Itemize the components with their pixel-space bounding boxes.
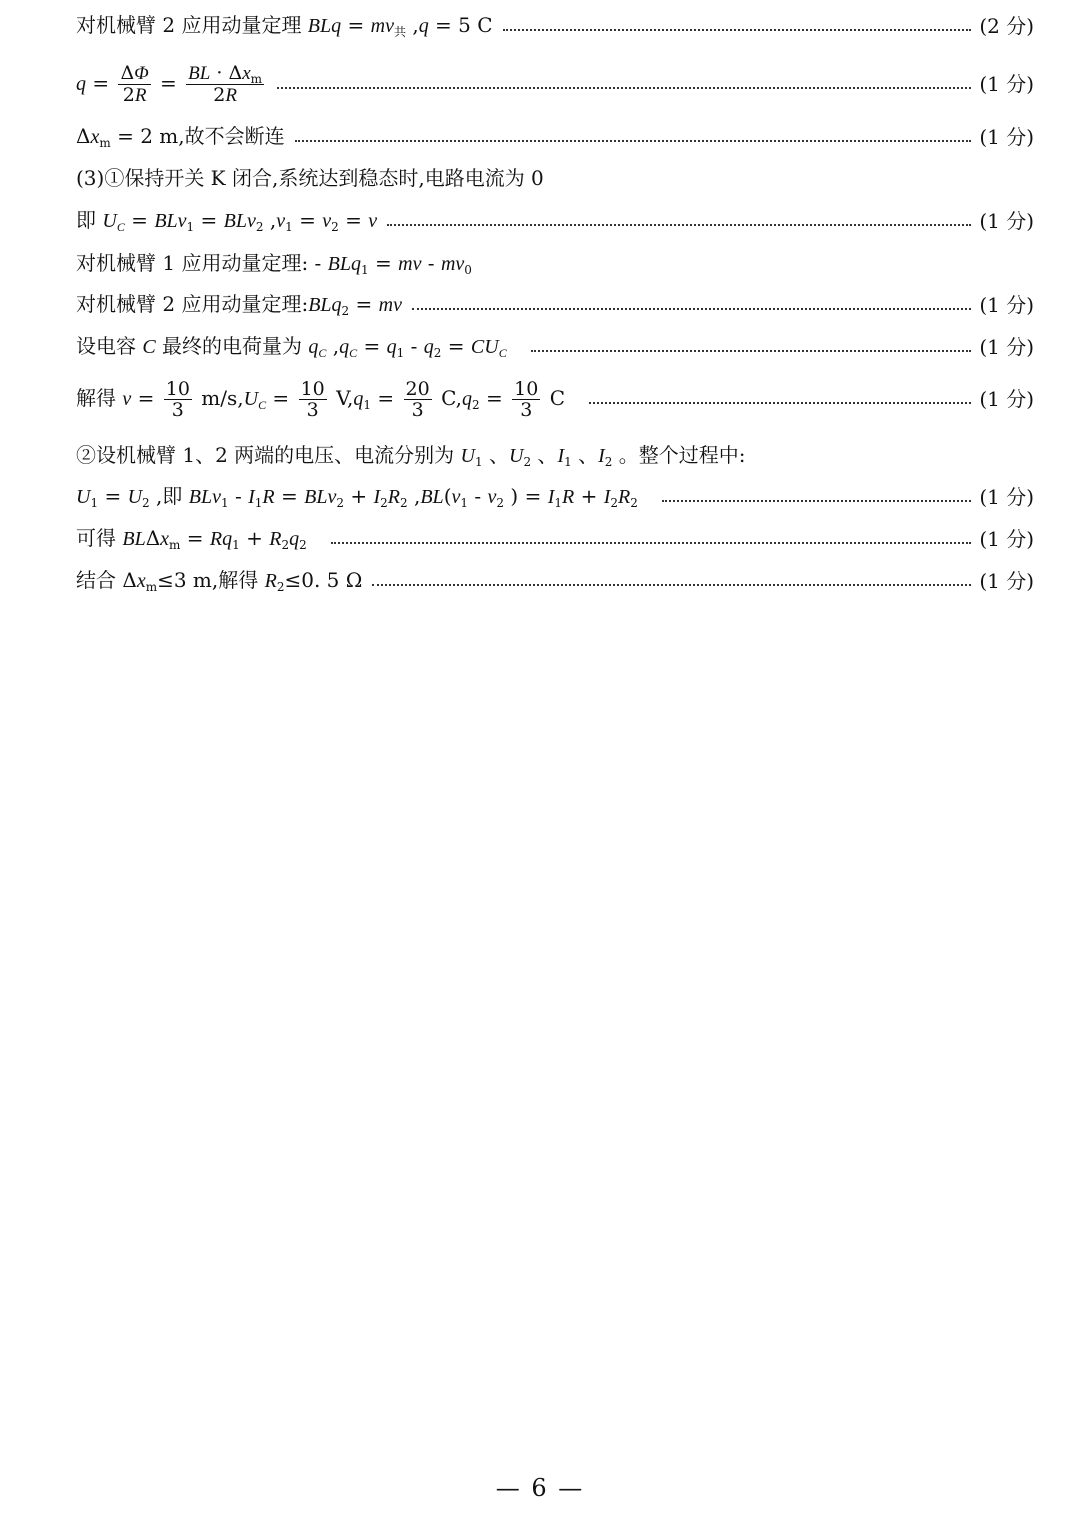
solution-text: 可得 $BL\Delta x_m = Rq_1 + R_2q_2$ xyxy=(76,526,307,552)
score-label: (1 分) xyxy=(979,72,1034,96)
score-label: (1 分) xyxy=(979,124,1034,149)
solution-line xyxy=(76,251,1034,276)
solution-line xyxy=(76,124,1034,149)
score-label: (1 分) xyxy=(979,568,1034,593)
solution-line xyxy=(76,377,1034,421)
score-label: (1 分) xyxy=(979,208,1034,233)
solution-line xyxy=(76,166,1034,190)
solution-line xyxy=(76,526,1034,551)
dot-leader xyxy=(331,542,972,544)
score-label: (1 分) xyxy=(979,292,1034,317)
score-label: (1 分) xyxy=(979,387,1034,411)
solution-text: 设电容 C 最终的电荷量为 $q_C$ $,q_C = q_1 - q_2 = CU_C$ xyxy=(76,334,507,360)
solution-text: ②设机械臂 1、2 两端的电压、电流分别为 $U_1$ 、$U_2$ 、$I_1$ 、$I_2$ 。整个过程中: xyxy=(76,443,746,469)
solution-text: 结合 $\Delta x_m\le 3$ m,解得 $R_2\le 0$. 5 Ω xyxy=(76,568,363,594)
solution-line xyxy=(76,568,1034,593)
solution-text: 即 $U_C = BLv_1 = BLv_2$ $,v_1 = v_2 = v$ xyxy=(76,208,378,234)
solution-line xyxy=(76,443,1034,468)
solution-text: 对机械臂 2 应用动量定理 BLq = $mv_共$ ,q = 5 C xyxy=(76,13,493,39)
dot-leader xyxy=(412,308,971,310)
dot-leader xyxy=(277,87,971,89)
solution-line xyxy=(76,62,1034,106)
solution-line xyxy=(76,484,1034,509)
solution-text: 对机械臂 1 应用动量定理: - BLq$_1$ = mv - $mv_0$ xyxy=(76,251,472,277)
solution-line xyxy=(76,292,1034,317)
dot-leader xyxy=(503,29,972,31)
solution-text: q = $\frac{\Delta\Phi}{2R}$ = $\frac{BL \cdot \Delta x_m}{2R}$ xyxy=(76,61,263,106)
solution-text: 对机械臂 2 应用动量定理:BLq$_2$ = mv xyxy=(76,292,402,318)
score-label: (2 分) xyxy=(979,13,1034,38)
solution-text: (3)①保持开关 K 闭合,系统达到稳态时,电路电流为 0 xyxy=(76,166,544,190)
score-label: (1 分) xyxy=(979,526,1034,551)
solution-line xyxy=(76,208,1034,233)
solution-line xyxy=(76,13,1034,38)
dot-leader xyxy=(372,584,971,586)
page-number: — 6 — xyxy=(495,1474,585,1502)
solution-text: $U_1 = U_2$ ,即 $BLv_1 - I_1R = BLv_2 + I_2R_2$ $,BL(v_1 - v_2$ ) = $I_1R + I_2R_2$ xyxy=(76,484,638,510)
score-label: (1 分) xyxy=(979,334,1034,359)
solution-text: $\Delta x_m = 2$ m,故不会断连 xyxy=(76,124,285,150)
dot-leader xyxy=(662,500,971,502)
dot-leader xyxy=(387,224,971,226)
solution-text: 解得 v = $\frac{10}{3}$ $m/s,U_C$ = $\frac{10}{3}$ $V,q_1$ = $\frac{20}{3}$ $C,q_2$ = $\frac{10}{3}$ C xyxy=(76,377,566,421)
dot-leader xyxy=(295,140,972,142)
dot-leader xyxy=(531,350,972,352)
dot-leader xyxy=(589,402,971,404)
solution-line xyxy=(76,334,1034,359)
score-label: (1 分) xyxy=(979,484,1034,509)
